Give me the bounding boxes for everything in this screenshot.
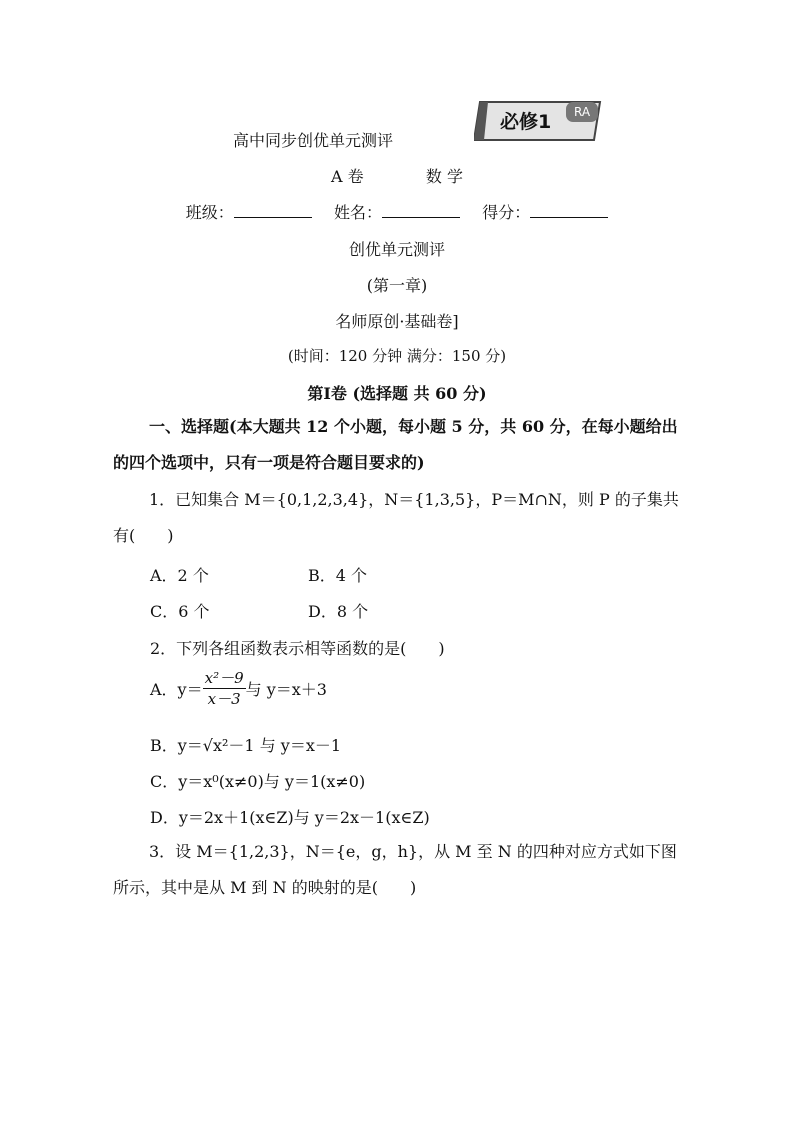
paper-subject-line: [0, 164, 794, 187]
q2-a-denominator: x－3: [207, 690, 241, 708]
question-1: 1．已知集合 M＝{0,1,2,3,4}，N＝{1,3,5}，P＝M∩N，则 P 的子集共有( ): [113, 490, 679, 545]
main-title: 创优单元测评: [348, 240, 445, 259]
part-title: 第Ⅰ卷 (选择题 共 60 分): [307, 384, 487, 403]
q2-option-b: B．y＝√x²－1 与 y＝x－1: [150, 736, 342, 755]
q2-a-fraction: [203, 668, 246, 709]
q1-option-c: C．6 个: [150, 602, 210, 621]
score-blank[interactable]: [530, 203, 608, 218]
q2-a-suffix: 与 y＝x＋3: [245, 680, 327, 699]
paper-label: A 卷: [331, 167, 364, 186]
q2-option-c: C．y＝x⁰(x≠0)与 y＝1(x≠0): [150, 772, 366, 791]
name-blank[interactable]: [382, 203, 460, 218]
q1-option-d: D．8 个: [308, 602, 369, 621]
student-info-row: [0, 200, 794, 223]
class-blank[interactable]: [234, 203, 312, 218]
section-heading: 一、选择题(本大题共 12 个小题，每小题 5 分，共 60 分，在每小题给出的四个选项中，只有一项是符合题目要求的): [113, 417, 678, 472]
class-label: 班级：: [185, 203, 234, 222]
chapter-title: (第一章): [366, 276, 428, 295]
q2-a-prefix: A．y＝: [150, 680, 203, 699]
q1-option-b: B．4 个: [308, 566, 368, 585]
q2-option-d: D．y＝2x＋1(x∈Z)与 y＝2x－1(x∈Z): [150, 808, 430, 827]
question-3: 3．设 M＝{1,2,3}，N＝{e，g，h}，从 M 至 N 的四种对应方式如下图所示，其中是从 M 到 N 的映射的是( ): [113, 842, 677, 897]
q2-option-a: [150, 668, 327, 709]
badge-sub-label: RA: [566, 102, 598, 122]
question-2: 2．下列各组函数表示相等函数的是( ): [150, 639, 445, 658]
top-title: 高中同步创优单元测评: [233, 131, 394, 150]
score-label: 得分：: [482, 203, 531, 222]
paper-type: 名师原创·基础卷]: [335, 312, 459, 331]
q2-a-numerator: x²－9: [204, 669, 244, 687]
q1-option-a: A．2 个: [150, 566, 209, 585]
subject-label: 数 学: [425, 167, 463, 186]
badge-label: 必修1: [500, 111, 552, 133]
time-score-info: (时间：120 分钟 满分：150 分): [287, 347, 507, 365]
name-label: 姓名：: [333, 203, 382, 222]
